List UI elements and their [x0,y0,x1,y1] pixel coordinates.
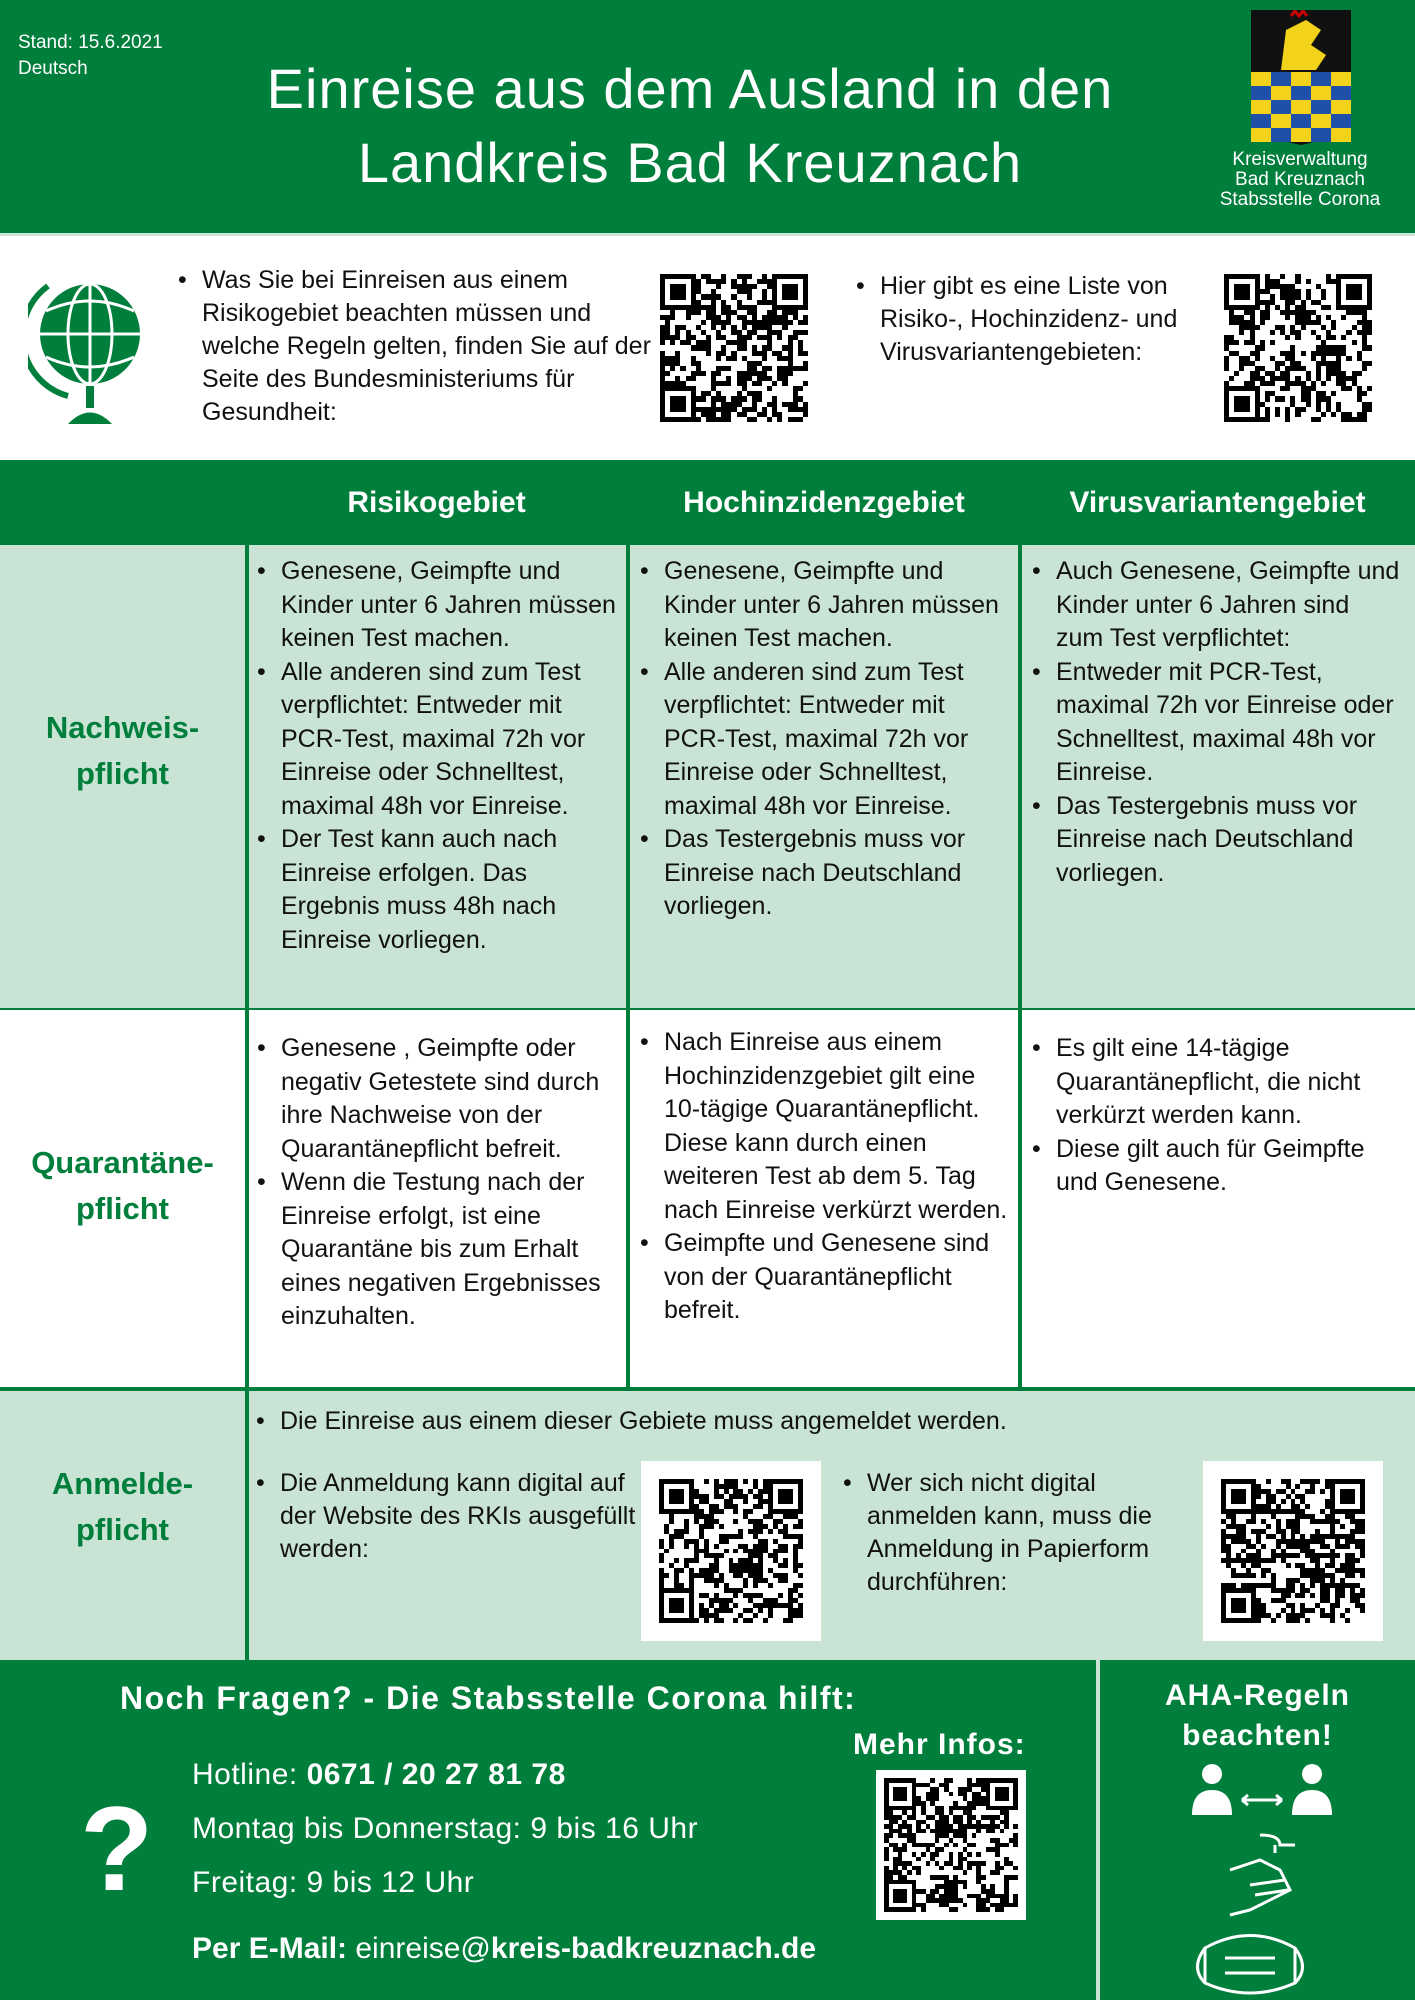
email-user[interactable]: einreise@ [355,1932,491,1965]
row-anmeldepflicht [0,1391,1415,1660]
qr-code-paper-form[interactable] [1203,1461,1383,1641]
email-label: Per E-Mail: [192,1932,356,1965]
stand-date: Stand: 15.6.2021 [18,32,163,53]
date-language [18,30,163,82]
anmelde-digital-text: • Die Anmeldung kann digital auf der Website des RKIs ausgefüllt werden: [256,1467,636,1566]
anmelde-paper-text: • Wer sich nicht digital anmelden kann, muss die Anmeldung in Papierform durchführen: [843,1467,1195,1599]
org-line: Kreisverwaltung [1232,149,1368,170]
hotline-label: Hotline: [192,1758,307,1791]
bullet-item: • Das Testergebnis muss vor Einreise nach Deutschland vorliegen. [1032,790,1403,891]
bullet-item: • Es gilt eine 14-tägige Quarantänepflicht, die nicht verkürzt werden kann. [1032,1032,1403,1133]
email-domain[interactable]: kreis-badkreuznach.de [490,1932,817,1965]
label-line: pflicht [76,756,169,791]
aha-rules [1100,1676,1415,1756]
cell-virus [1024,1010,1415,1390]
bullet-item: • Genesene, Geimpfte und Kinder unter 6 Jahren müssen keinen Test machen. [640,555,1008,656]
cell-hoch [632,1010,1020,1390]
bullet-item: • Genesene , Geimpfte oder negativ Getestete sind durch ihre Nachweise von der Quarantänepflicht befreit. [257,1032,616,1166]
qr-code-rki[interactable] [641,1461,821,1641]
label-line: Nachweis- [45,710,200,745]
aha-line: beachten! [1182,1719,1333,1752]
title-line-1: Einreise aus dem Ausland in den [266,57,1114,120]
question-mark-icon: ? [80,1782,154,1916]
face-mask-icon [1190,1928,1310,1998]
more-info-label: Mehr Infos: [853,1728,1026,1761]
column-header-virusvariantengebiet: Virusvariantengebiet [1069,486,1366,519]
header [0,0,1415,233]
bullet-item: • Wenn die Testung nach der Einreise erfolgt, ist eine Quarantäne bis zum Erhalt eines negativen Ergebnisses einzuhalten. [257,1166,616,1334]
hotline-number[interactable]: 0671 / 20 27 81 78 [306,1758,566,1791]
anmelde-general-text: • Die Einreise aus einem dieser Gebiete muss angemeldet werden. [256,1405,1356,1438]
globe-icon [28,266,148,426]
row-label [0,1140,245,1232]
intro-section [0,233,1415,460]
footer [0,1660,1415,2000]
cell-hoch [632,545,1020,1010]
column-header-hochinzidenzgebiet: Hochinzidenzgebiet [683,486,965,519]
language: Deutsch [18,58,88,79]
cell-risiko [249,1010,628,1390]
email [192,1932,816,1966]
organization-name [1180,150,1415,210]
distance-icon [1192,1760,1332,1820]
cell-risiko [249,545,628,1010]
aha-line: AHA-Regeln [1164,1679,1350,1712]
row-label [0,705,245,797]
footer-heading: Noch Fragen? - Die Stabsstelle Corona hilft: [120,1680,857,1716]
hours-fri: Freitag: 9 bis 12 Uhr [192,1866,475,1899]
org-line: Bad Kreuznach [1235,169,1365,190]
title-line-2: Landkreis Bad Kreuznach [357,131,1023,194]
bullet-item: • Nach Einreise aus einem Hochinzidenzgebiet gilt eine 10-tägige Quarantänepflicht. Diese kann durch einen weiteren Test ab dem 5. Tag nach Einreise verkürzt werden. [640,1026,1008,1227]
table-header [0,460,1415,545]
bullet-item: • Auch Genesene, Geimpfte und Kinder unter 6 Jahren sind zum Test verpflichtet: [1032,555,1403,656]
row-nachweispflicht [0,545,1415,1010]
bullet-item: • Genesene, Geimpfte und Kinder unter 6 Jahren müssen keinen Test machen. [257,555,616,656]
bullet-item: • Der Test kann auch nach Einreise erfolgen. Das Ergebnis muss 48h nach Einreise vorliegen. [257,823,616,957]
qr-code-more-info[interactable] [876,1770,1026,1920]
bullet-item: • Entweder mit PCR-Test, maximal 72h vor Einreise oder Schnelltest, maximal 48h vor Einreise. [1032,656,1403,790]
label-line: pflicht [76,1191,169,1226]
hotline [192,1758,566,1792]
org-line: Stabsstelle Corona [1219,189,1381,210]
label-line: Anmelde- [51,1466,194,1501]
page-title [190,52,1190,200]
row-label [0,1461,245,1553]
column-header-risikogebiet: Risikogebiet [347,486,526,519]
cell-virus [1024,545,1415,1010]
bullet-item: • Diese gilt auch für Geimpfte und Genesene. [1032,1133,1403,1200]
hours-mon-thu: Montag bis Donnerstag: 9 bis 16 Uhr [192,1812,699,1845]
intro-bmg-text: • Was Sie bei Einreisen aus einem Risikogebiet beachten müssen und welche Regeln gelten, finden Sie auf der Seite des Bundesministeriums für Gesundheit: [178,264,658,429]
label-line: Quarantäne- [31,1145,214,1180]
hand-washing-icon [1220,1830,1300,1920]
coat-of-arms-logo [1250,10,1352,145]
bullet-item: • Alle anderen sind zum Test verpflichtet: Entweder mit PCR-Test, maximal 72h vor Einreise oder Schnelltest, maximal 48h vor Einreise. [640,656,1008,824]
qr-code-area-list[interactable] [1224,274,1372,422]
intro-list-text: • Hier gibt es eine Liste von Risiko-, Hochinzidenz- und Virusvariantengebieten: [856,270,1206,369]
qr-code-bmg[interactable] [660,274,808,422]
bullet-item: • Geimpfte und Genesene sind von der Quarantänepflicht befreit. [640,1227,1008,1328]
row-quarantaenepflicht [0,1010,1415,1390]
label-line: pflicht [76,1512,169,1547]
bullet-item: • Das Testergebnis muss vor Einreise nach Deutschland vorliegen. [640,823,1008,924]
bullet-item: • Alle anderen sind zum Test verpflichtet: Entweder mit PCR-Test, maximal 72h vor Einreise oder Schnelltest, maximal 48h vor Einreise. [257,656,616,824]
